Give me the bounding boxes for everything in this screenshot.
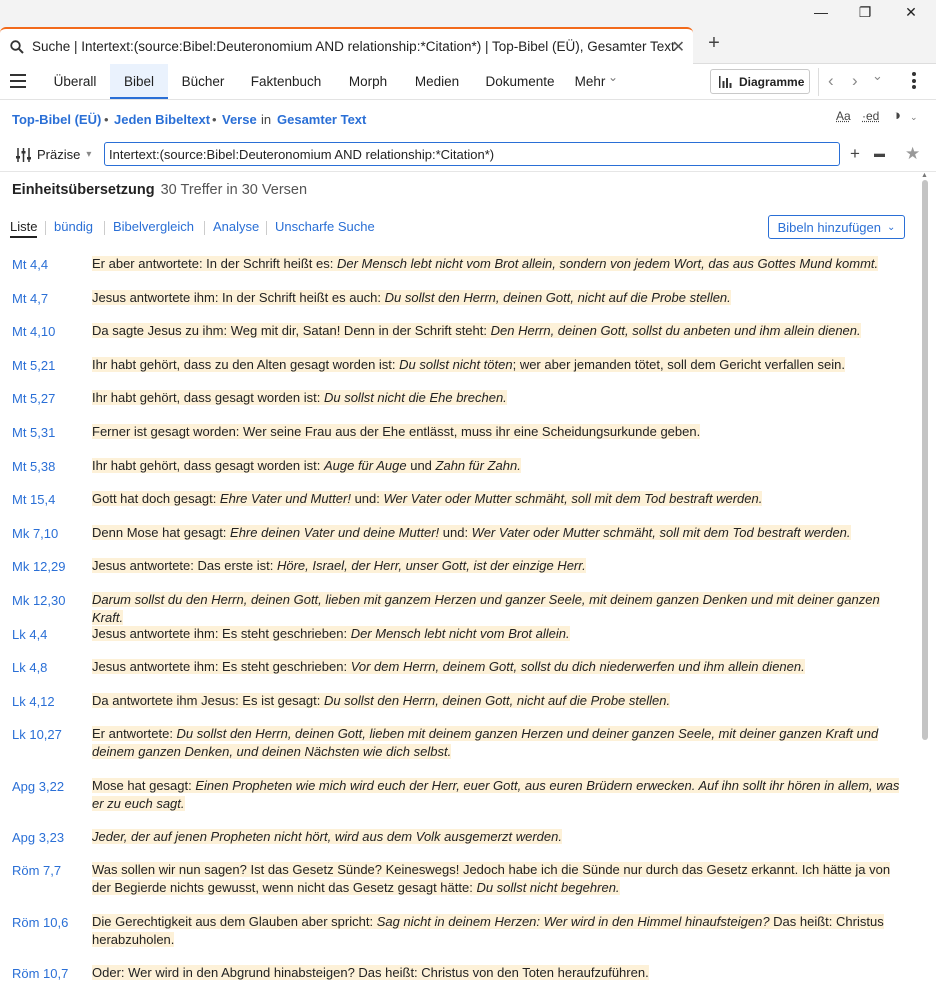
verse-text bbox=[92, 625, 904, 643]
search-bar bbox=[0, 138, 936, 172]
bar-chart-icon bbox=[719, 76, 732, 88]
citation-text: Höre, Israel, der Herr, unser Gott, ist der einzige Herr. bbox=[276, 558, 586, 573]
citation-text: Du sollst nicht die Ehe brechen. bbox=[323, 390, 507, 405]
verse-reference-link[interactable]: Lk 4,4 bbox=[12, 627, 48, 642]
citation-text: Ehre deinen Vater und deine Mutter! bbox=[230, 525, 440, 540]
citation-text: Einen Propheten wie mich wird euch der Herr, euer Gott, aus euren Brüdern erwecken. Auf ihn sollt ihr hören in allem, was er zu euch sagt. bbox=[92, 778, 900, 811]
verse-text bbox=[92, 692, 904, 710]
add-bibles-button[interactable] bbox=[768, 215, 905, 239]
charts-button[interactable] bbox=[710, 69, 810, 94]
view-tab-divider bbox=[204, 221, 205, 235]
verse-reference-link[interactable]: Apg 3,22 bbox=[12, 779, 65, 794]
citation-text: Du sollst den Herrn, deinen Gott, nicht auf die Probe stellen. bbox=[323, 693, 671, 708]
add-icon[interactable]: + bbox=[850, 144, 860, 163]
citation-text: Ehre Vater und Mutter! bbox=[219, 491, 351, 506]
verse-reference-link[interactable]: Mk 7,10 bbox=[12, 526, 59, 541]
menu-icon[interactable] bbox=[10, 74, 26, 88]
verse-text-segment: Jesus antwortete ihm: Es steht geschrieben: bbox=[92, 659, 351, 674]
nav-item-factbook[interactable]: Faktenbuch bbox=[250, 74, 322, 89]
verse-text bbox=[92, 725, 904, 760]
maximize-button[interactable]: ❐ bbox=[858, 3, 872, 20]
citation-text: Auge für Auge bbox=[323, 458, 407, 473]
verse-reference-link[interactable]: Apg 3,23 bbox=[12, 830, 65, 845]
verse-reference-link[interactable]: Mt 15,4 bbox=[12, 492, 56, 507]
verse-text-segment: Gott hat doch gesagt: bbox=[92, 491, 220, 506]
favorite-star-icon[interactable]: ★ bbox=[905, 144, 921, 163]
more-options-icon[interactable] bbox=[908, 72, 920, 92]
chevron-down-icon: ▾ bbox=[86, 149, 92, 160]
nav-item-bible[interactable]: Bibel bbox=[110, 64, 168, 99]
charts-button-label: Diagramme bbox=[739, 74, 805, 89]
results-header bbox=[12, 182, 307, 198]
verse-text bbox=[92, 557, 904, 575]
verse-reference-link[interactable]: Lk 4,12 bbox=[12, 694, 55, 709]
chevron-down-icon: ⌄ bbox=[886, 221, 896, 233]
verse-reference-link[interactable]: Mt 4,10 bbox=[12, 324, 56, 339]
verse-reference-link[interactable]: Mt 5,31 bbox=[12, 425, 56, 440]
verse-reference-link[interactable]: Röm 10,6 bbox=[12, 915, 69, 930]
citation-text: Wer Vater oder Mutter schmäht, soll mit dem Tod bestraft werden. bbox=[383, 491, 763, 506]
add-bibles-label: Bibeln hinzufügen bbox=[777, 219, 881, 235]
citation-text: Vor dem Herrn, deinem Gott, sollst du dich niederwerfen und ihm allein dienen. bbox=[350, 659, 805, 674]
tab-title: Suche | Intertext:(source:Bibel:Deuteronomium AND relationship:*Citation*) | Top-Bibel (EÜ), Gesamter Text bbox=[32, 39, 675, 54]
nav-item-more[interactable]: Mehr bbox=[574, 74, 606, 89]
separator-dot: • bbox=[212, 112, 217, 127]
nav-item-books[interactable]: Bücher bbox=[181, 74, 225, 89]
scrollbar[interactable] bbox=[920, 174, 930, 991]
citation-text: Wer Vater oder Mutter schmäht, soll mit dem Tod bestraft werden. bbox=[471, 525, 851, 540]
verse-reference-link[interactable]: Mk 12,30 bbox=[12, 593, 66, 608]
view-tab-fuzzy-search[interactable]: Unscharfe Suche bbox=[275, 219, 375, 234]
view-tab-divider bbox=[266, 221, 267, 235]
search-input[interactable] bbox=[104, 142, 840, 166]
chevron-down-icon[interactable]: ⌄ bbox=[910, 112, 918, 122]
view-tab-list[interactable]: Liste bbox=[10, 219, 37, 238]
scroll-up-icon[interactable]: ▲ bbox=[921, 172, 928, 179]
search-mode-label: Präzise bbox=[37, 147, 81, 162]
nav-item-morph[interactable]: Morph bbox=[348, 74, 388, 89]
range-selector[interactable]: Gesamter Text bbox=[277, 112, 367, 127]
search-tab[interactable] bbox=[0, 27, 693, 64]
verse-reference-link[interactable]: Mk 12,29 bbox=[12, 559, 66, 574]
view-tab-bible-compare[interactable]: Bibelvergleich bbox=[113, 219, 194, 234]
resource-bar bbox=[0, 100, 936, 138]
verse-text bbox=[92, 389, 904, 407]
verse-text-segment: Was sollen wir nun sagen? Ist das Gesetz Sünde? Keineswegs! Jedoch habe ich die Sünde nur durch das Gesetz erkannt. Ich hätte ja von der Begierde nichts gewusst, wenn nicht das Gesetz gesagt hätte: bbox=[92, 862, 891, 895]
back-arrow-icon[interactable]: ‹ bbox=[828, 71, 834, 90]
citation-text: Du sollst den Herrn, deinen Gott, nicht auf die Probe stellen. bbox=[384, 290, 731, 305]
verse-text bbox=[92, 457, 904, 475]
verse-text bbox=[92, 524, 904, 542]
view-tab-divider bbox=[104, 221, 105, 235]
verse-text bbox=[92, 289, 904, 307]
citation-text: Du sollst nicht begehren. bbox=[476, 879, 620, 895]
forward-arrow-icon[interactable]: › bbox=[852, 71, 858, 90]
verse-text-segment: Das heißt: Christus herabzuholen. bbox=[92, 914, 884, 947]
unit-selector[interactable]: Verse bbox=[222, 112, 257, 127]
tab-strip bbox=[0, 24, 936, 64]
verse-text-segment: Da sagte Jesus zu ihm: Weg mit dir, Satan! Denn in der Schrift steht: bbox=[92, 323, 491, 338]
title-bar bbox=[0, 0, 936, 24]
verse-text-segment: Da antwortete ihm Jesus: Es ist gesagt: bbox=[92, 693, 324, 708]
verse-text-segment: Ihr habt gehört, dass gesagt worden ist: bbox=[92, 458, 324, 473]
nav-item-documents[interactable]: Dokumente bbox=[485, 74, 555, 89]
scrollbar-thumb[interactable] bbox=[922, 180, 928, 740]
scope-selector[interactable]: Jeden Bibeltext bbox=[114, 112, 211, 127]
verse-text-segment: Jesus antwortete ihm: Es steht geschrieben: bbox=[92, 626, 351, 641]
verse-text-segment: Jesus antwortete: Das erste ist: bbox=[92, 558, 277, 573]
citation-text: Darum sollst du den Herrn, deinen Gott, lieben mit ganzem Herzen und ganzer Seele, mit deinem ganzen Denken und mit deiner ganzen Kraft. bbox=[92, 592, 880, 625]
verse-text bbox=[92, 591, 904, 626]
nav-divider bbox=[818, 68, 819, 96]
results-bible-title: Einheitsübersetzung bbox=[12, 182, 155, 198]
verse-text bbox=[92, 356, 904, 374]
citation-text: Du sollst den Herrn, deinen Gott, lieben mit deinem ganzen Herzen und deiner ganzen Seele, mit deiner ganzen Kraft und deinem ganzen Denken, und deinen Nächsten wie dich selbst. bbox=[92, 726, 879, 759]
edit-icon[interactable]: ·ed bbox=[862, 109, 880, 123]
verse-text bbox=[92, 913, 904, 948]
verse-text bbox=[92, 255, 904, 273]
view-tab-compact[interactable]: bündig bbox=[54, 219, 94, 234]
close-tab-icon[interactable]: ✕ bbox=[671, 39, 685, 56]
search-mode-selector[interactable] bbox=[16, 147, 91, 162]
verse-text-segment: und bbox=[406, 458, 436, 473]
verse-text bbox=[92, 658, 904, 676]
nav-item-overall[interactable]: Überall bbox=[53, 74, 97, 89]
verse-text-segment: Ferner ist gesagt worden: Wer seine Frau aus der Ehe entlässt, muss ihr eine Scheidungsurkunde geben. bbox=[92, 424, 701, 439]
separator-dot: • bbox=[104, 112, 109, 127]
verse-text-segment: Ihr habt gehört, dass zu den Alten gesagt worden ist: bbox=[92, 357, 400, 372]
verse-reference-link[interactable]: Lk 10,27 bbox=[12, 727, 62, 742]
color-theme-icon[interactable]: ◑ bbox=[892, 107, 902, 124]
citation-text: Zahn für Zahn. bbox=[435, 458, 521, 473]
verse-reference-link[interactable]: Mt 4,7 bbox=[12, 291, 49, 306]
verse-text-segment: Er antwortete: bbox=[92, 726, 177, 741]
view-tab-analysis[interactable]: Analyse bbox=[213, 219, 260, 234]
citation-text: Sag nicht in deinem Herzen: Wer wird in den Himmel hinaufsteigen? bbox=[376, 914, 770, 929]
bible-selector[interactable]: Top-Bibel (EÜ) bbox=[12, 112, 102, 127]
citation-text: Den Herrn, deinen Gott, sollst du anbeten und ihm allein dienen. bbox=[490, 323, 861, 338]
verse-text-segment: und: bbox=[439, 525, 472, 540]
verse-text bbox=[92, 861, 904, 896]
nav-item-media[interactable]: Medien bbox=[414, 74, 460, 89]
verse-text bbox=[92, 777, 904, 812]
verse-reference-link[interactable]: Mt 4,4 bbox=[12, 257, 49, 272]
verse-text bbox=[92, 490, 904, 508]
verse-text bbox=[92, 322, 904, 340]
verse-reference-link[interactable]: Mt 5,38 bbox=[12, 459, 56, 474]
search-icon bbox=[10, 40, 24, 54]
in-label: in bbox=[261, 112, 272, 127]
minimize-button[interactable]: — bbox=[814, 4, 828, 20]
citation-text: Jeder, der auf jenen Propheten nicht hört, wird aus dem Volk ausgemerzt werden. bbox=[92, 829, 562, 844]
close-window-button[interactable]: ✕ bbox=[905, 3, 917, 20]
verse-reference-link[interactable]: Mt 5,21 bbox=[12, 358, 56, 373]
results-count: 30 Treffer in 30 Versen bbox=[160, 182, 308, 198]
add-tab-button[interactable]: + bbox=[708, 32, 720, 54]
view-tab-divider bbox=[45, 221, 46, 235]
history-chevron-icon[interactable]: ⌄ bbox=[872, 68, 883, 83]
verse-text-segment: Denn Mose hat gesagt: bbox=[92, 525, 231, 540]
font-size-icon[interactable]: Aa bbox=[836, 109, 851, 123]
verse-text bbox=[92, 964, 904, 982]
verse-text bbox=[92, 828, 904, 846]
verse-text-segment: Jesus antwortete ihm: In der Schrift heißt es auch: bbox=[92, 290, 385, 305]
citation-text: Der Mensch lebt nicht vom Brot allein. bbox=[350, 626, 570, 641]
verse-text-segment: und: bbox=[350, 491, 384, 506]
keyboard-icon[interactable]: ▬ bbox=[874, 148, 885, 160]
main-nav bbox=[0, 64, 936, 100]
sliders-icon bbox=[16, 148, 31, 162]
verse-text-segment: Er aber antwortete: In der Schrift heißt es: bbox=[92, 256, 337, 271]
verse-text-segment: Oder: Wer wird in den Abgrund hinabsteigen? Das heißt: Christus von den Toten heraufzuführen. bbox=[92, 965, 649, 980]
verse-reference-link[interactable]: Lk 4,8 bbox=[12, 660, 48, 675]
verse-text-segment: Ihr habt gehört, dass gesagt worden ist: bbox=[92, 390, 324, 405]
verse-reference-link[interactable]: Röm 10,7 bbox=[12, 966, 69, 981]
citation-text: Der Mensch lebt nicht vom Brot allein, sondern von jedem Wort, das aus Gottes Mund kommt. bbox=[336, 256, 879, 271]
verse-text bbox=[92, 423, 904, 441]
verse-text-segment: ; wer aber jemanden tötet, soll dem Gericht verfallen sein. bbox=[512, 357, 845, 372]
verse-text-segment: Die Gerechtigkeit aus dem Glauben aber spricht: bbox=[92, 914, 377, 929]
citation-text: Du sollst nicht töten bbox=[399, 357, 513, 372]
verse-reference-link[interactable]: Röm 7,7 bbox=[12, 863, 62, 878]
verse-reference-link[interactable]: Mt 5,27 bbox=[12, 391, 56, 406]
chevron-down-icon[interactable]: ⌄ bbox=[607, 70, 619, 84]
verse-text-segment: Mose hat gesagt: bbox=[92, 778, 196, 793]
